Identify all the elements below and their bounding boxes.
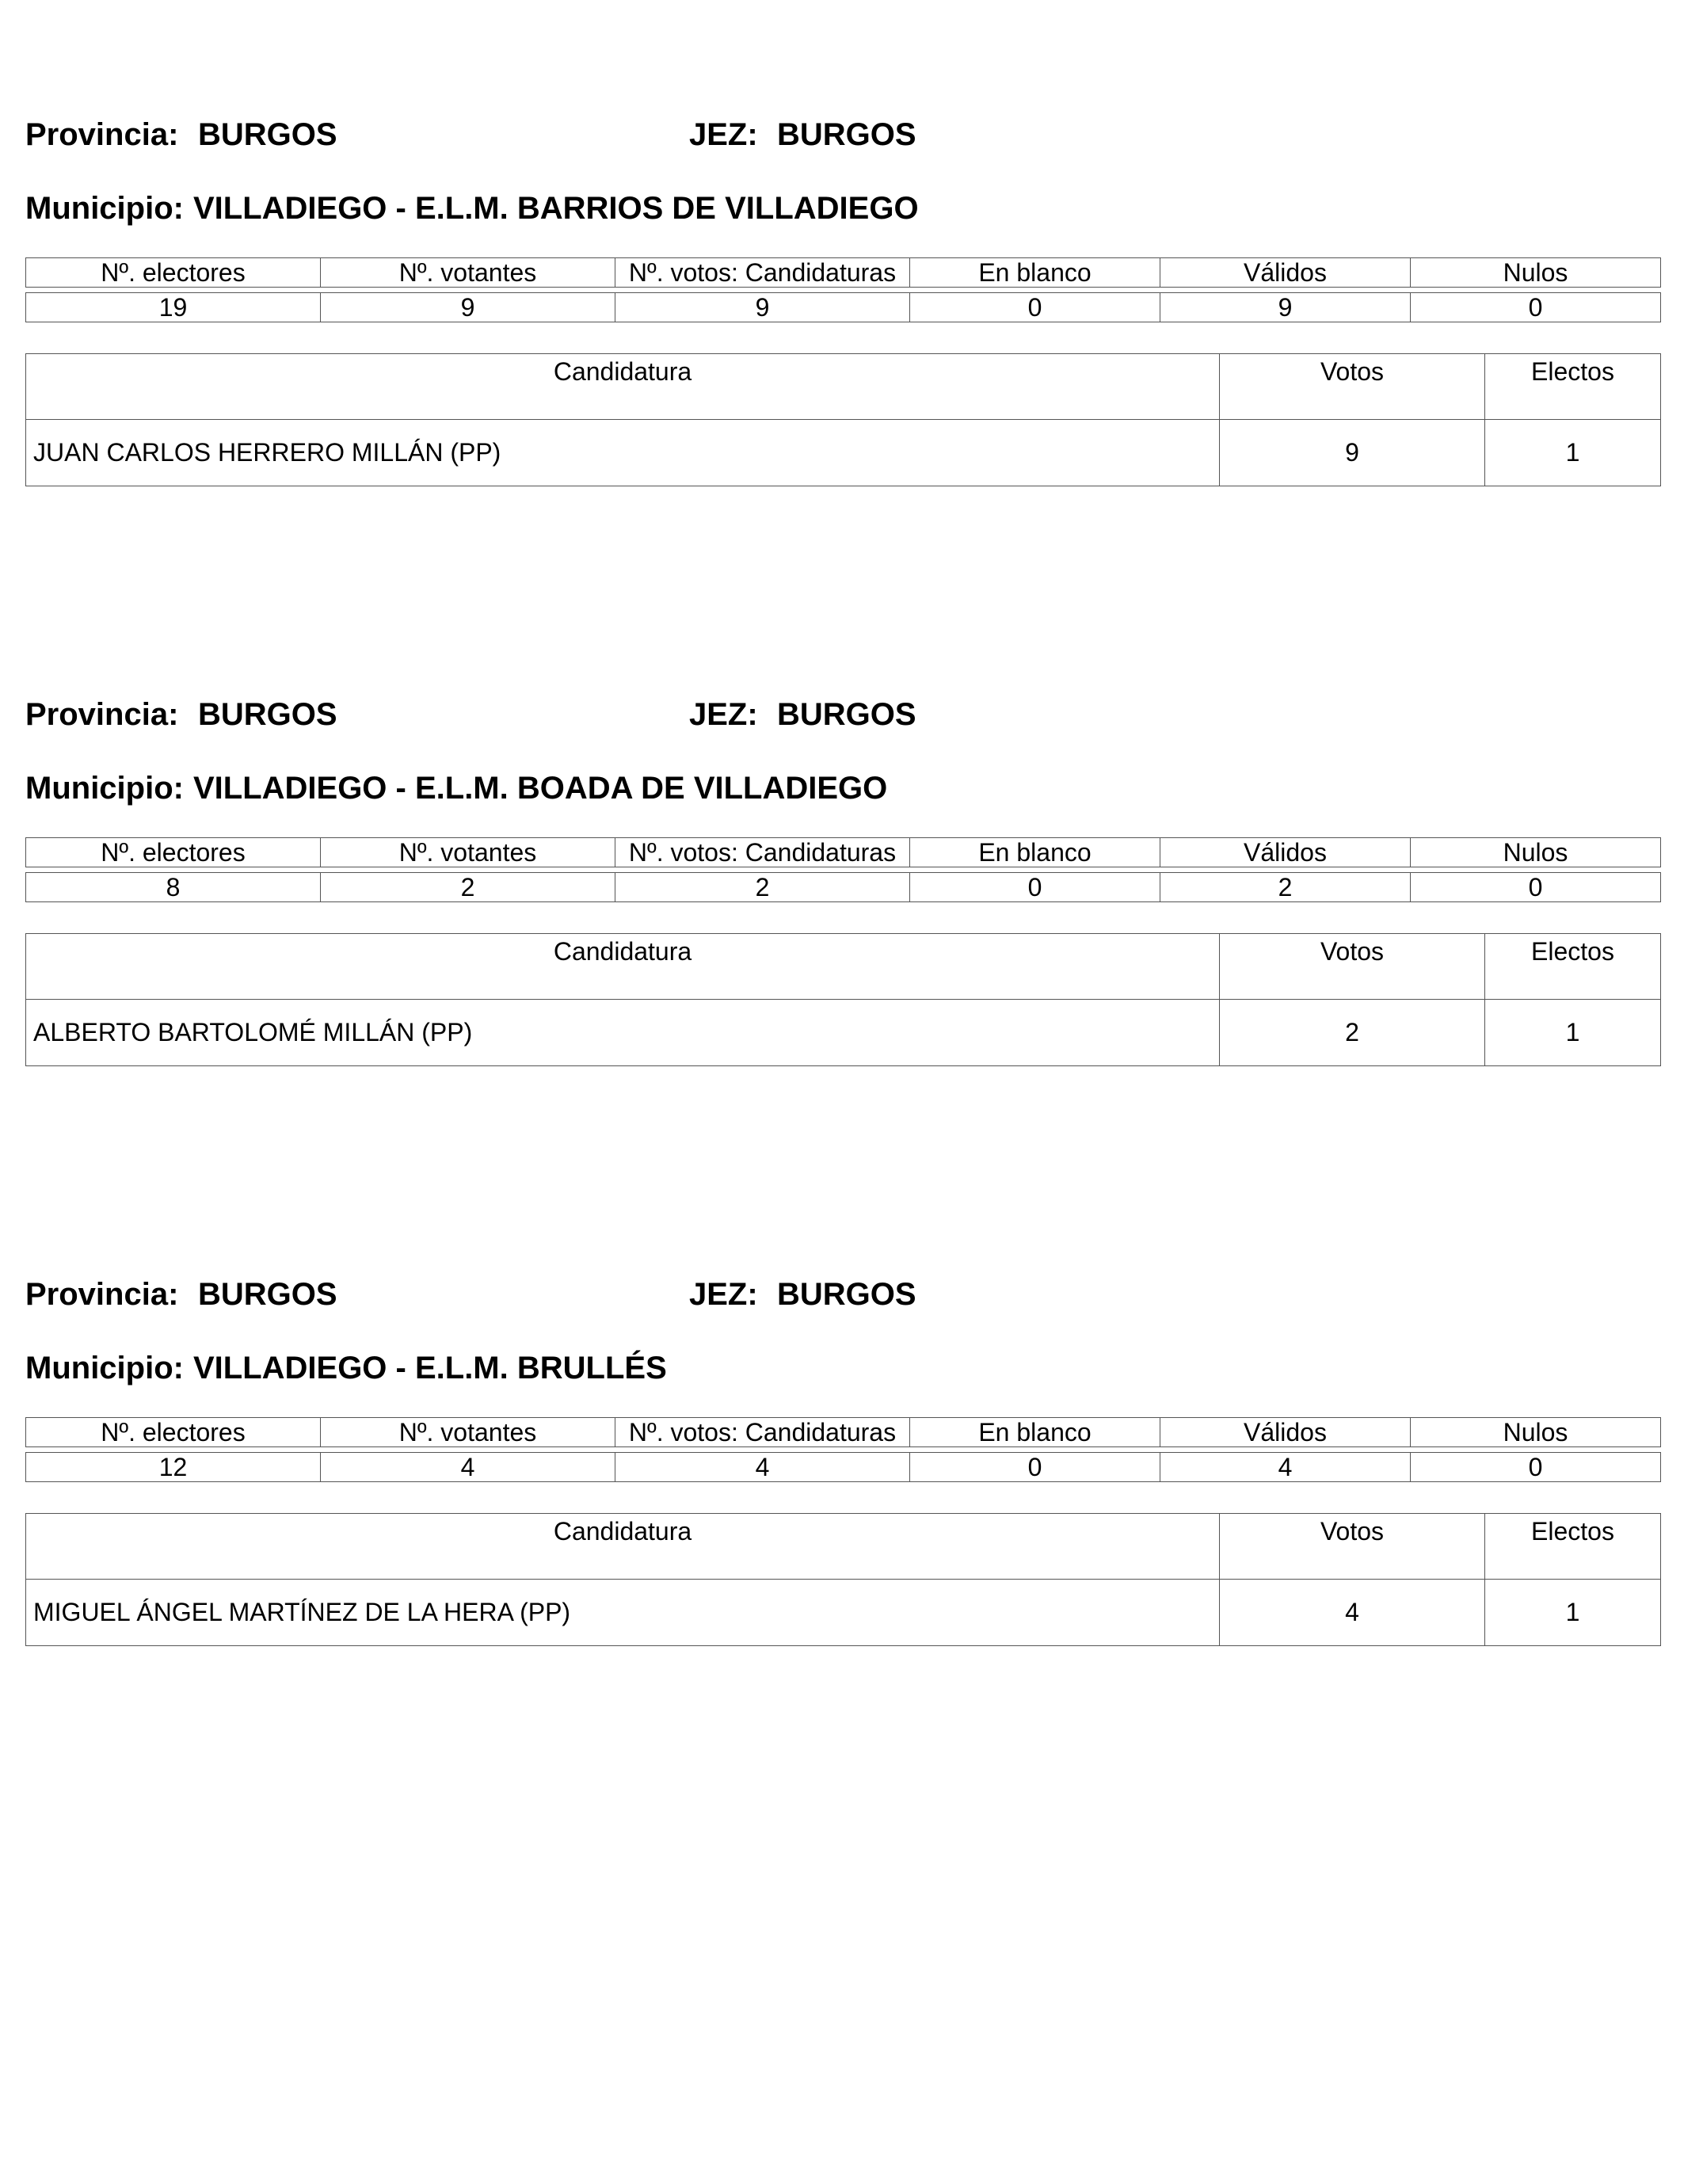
municipio-line	[25, 1351, 667, 1390]
stats-header: Nº. electores	[26, 258, 321, 288]
provincia-label: Provincia:	[25, 1277, 179, 1312]
municipio-label: Municipio:	[25, 191, 184, 226]
stats-header: Nº. votantes	[321, 1418, 615, 1447]
municipio-label: Municipio:	[25, 1351, 184, 1385]
candidate-votos: 2	[1220, 1000, 1485, 1066]
result-section	[25, 1277, 1660, 1657]
stats-header: En blanco	[910, 1418, 1160, 1447]
candidatura-header: Candidatura	[26, 354, 1220, 420]
provincia-value: BURGOS	[198, 117, 337, 152]
electos-header: Electos	[1485, 354, 1661, 420]
candidate-name: MIGUEL ÁNGEL MARTÍNEZ DE LA HERA (PP)	[26, 1580, 1220, 1646]
stats-value: 0	[1411, 1453, 1661, 1482]
stats-header-row	[26, 1418, 1661, 1447]
provincia-label: Provincia:	[25, 697, 179, 732]
provincia-label: Provincia:	[25, 117, 179, 152]
stats-header: Nulos	[1411, 1418, 1661, 1447]
candidate-votos: 9	[1220, 420, 1485, 486]
stats-value: 9	[1160, 293, 1411, 322]
stats-value: 0	[1411, 873, 1661, 902]
municipio-value: VILLADIEGO - E.L.M. BARRIOS DE VILLADIEGO	[192, 191, 919, 226]
candidatura-header: Candidatura	[26, 934, 1220, 1000]
stats-value: 9	[321, 293, 615, 322]
stats-header: Nº. electores	[26, 838, 321, 867]
stats-header: Nº. votantes	[321, 838, 615, 867]
stats-header: Nulos	[1411, 838, 1661, 867]
municipio-label: Municipio:	[25, 771, 184, 806]
jez-value: BURGOS	[777, 117, 916, 152]
electos-header: Electos	[1485, 1514, 1661, 1580]
provincia-value: BURGOS	[198, 1277, 337, 1312]
candidates-header-row	[26, 1514, 1661, 1580]
candidate-row	[26, 1000, 1661, 1066]
provincia-value: BURGOS	[198, 697, 337, 732]
stats-header: Nº. votos: Candidaturas	[615, 258, 910, 288]
votos-header: Votos	[1220, 934, 1485, 1000]
jez-label: JEZ:	[689, 697, 758, 732]
jez-label: JEZ:	[689, 1277, 758, 1312]
municipio-line	[25, 771, 887, 810]
jez-label: JEZ:	[689, 117, 758, 152]
votos-header: Votos	[1220, 1514, 1485, 1580]
stats-value: 4	[321, 1453, 615, 1482]
stats-value: 0	[910, 293, 1160, 322]
stats-value: 2	[1160, 873, 1411, 902]
stats-header-row	[26, 258, 1661, 288]
stats-value: 4	[615, 1453, 910, 1482]
stats-header: Nulos	[1411, 258, 1661, 288]
candidate-votos: 4	[1220, 1580, 1485, 1646]
stats-value-row	[26, 1453, 1661, 1482]
stats-header: Nº. electores	[26, 1418, 321, 1447]
stats-table	[25, 257, 1661, 322]
candidate-electos: 1	[1485, 1000, 1661, 1066]
candidate-name: JUAN CARLOS HERRERO MILLÁN (PP)	[26, 420, 1220, 486]
stats-header: Válidos	[1160, 1418, 1411, 1447]
stats-header: Válidos	[1160, 838, 1411, 867]
municipio-line	[25, 191, 919, 231]
candidates-header-row	[26, 354, 1661, 420]
candidate-row	[26, 1580, 1661, 1646]
stats-header: Nº. votantes	[321, 258, 615, 288]
stats-table	[25, 1417, 1661, 1482]
candidates-table	[25, 933, 1661, 1066]
candidate-name: ALBERTO BARTOLOMÉ MILLÁN (PP)	[26, 1000, 1220, 1066]
electos-header: Electos	[1485, 934, 1661, 1000]
municipio-value: VILLADIEGO - E.L.M. BOADA DE VILLADIEGO	[192, 771, 888, 806]
stats-value: 4	[1160, 1453, 1411, 1482]
stats-table	[25, 837, 1661, 902]
stats-header: En blanco	[910, 838, 1160, 867]
candidate-row	[26, 420, 1661, 486]
municipio-value: VILLADIEGO - E.L.M. BRULLÉS	[192, 1351, 667, 1385]
stats-header-row	[26, 838, 1661, 867]
stats-value-row	[26, 873, 1661, 902]
stats-value: 12	[26, 1453, 321, 1482]
stats-header: Válidos	[1160, 258, 1411, 288]
stats-header: Nº. votos: Candidaturas	[615, 1418, 910, 1447]
votos-header: Votos	[1220, 354, 1485, 420]
stats-value: 2	[321, 873, 615, 902]
jez-value: BURGOS	[777, 1277, 916, 1312]
stats-value-row	[26, 293, 1661, 322]
stats-value: 0	[1411, 293, 1661, 322]
stats-value: 2	[615, 873, 910, 902]
jez-value: BURGOS	[777, 697, 916, 732]
result-section	[25, 117, 1660, 497]
result-section	[25, 697, 1660, 1077]
stats-value: 0	[910, 873, 1160, 902]
stats-header: En blanco	[910, 258, 1160, 288]
stats-value: 9	[615, 293, 910, 322]
stats-header: Nº. votos: Candidaturas	[615, 838, 910, 867]
stats-value: 8	[26, 873, 321, 902]
candidates-header-row	[26, 934, 1661, 1000]
candidates-table	[25, 353, 1661, 486]
candidate-electos: 1	[1485, 1580, 1661, 1646]
candidates-table	[25, 1513, 1661, 1646]
candidatura-header: Candidatura	[26, 1514, 1220, 1580]
stats-value: 0	[910, 1453, 1160, 1482]
stats-value: 19	[26, 293, 321, 322]
candidate-electos: 1	[1485, 420, 1661, 486]
